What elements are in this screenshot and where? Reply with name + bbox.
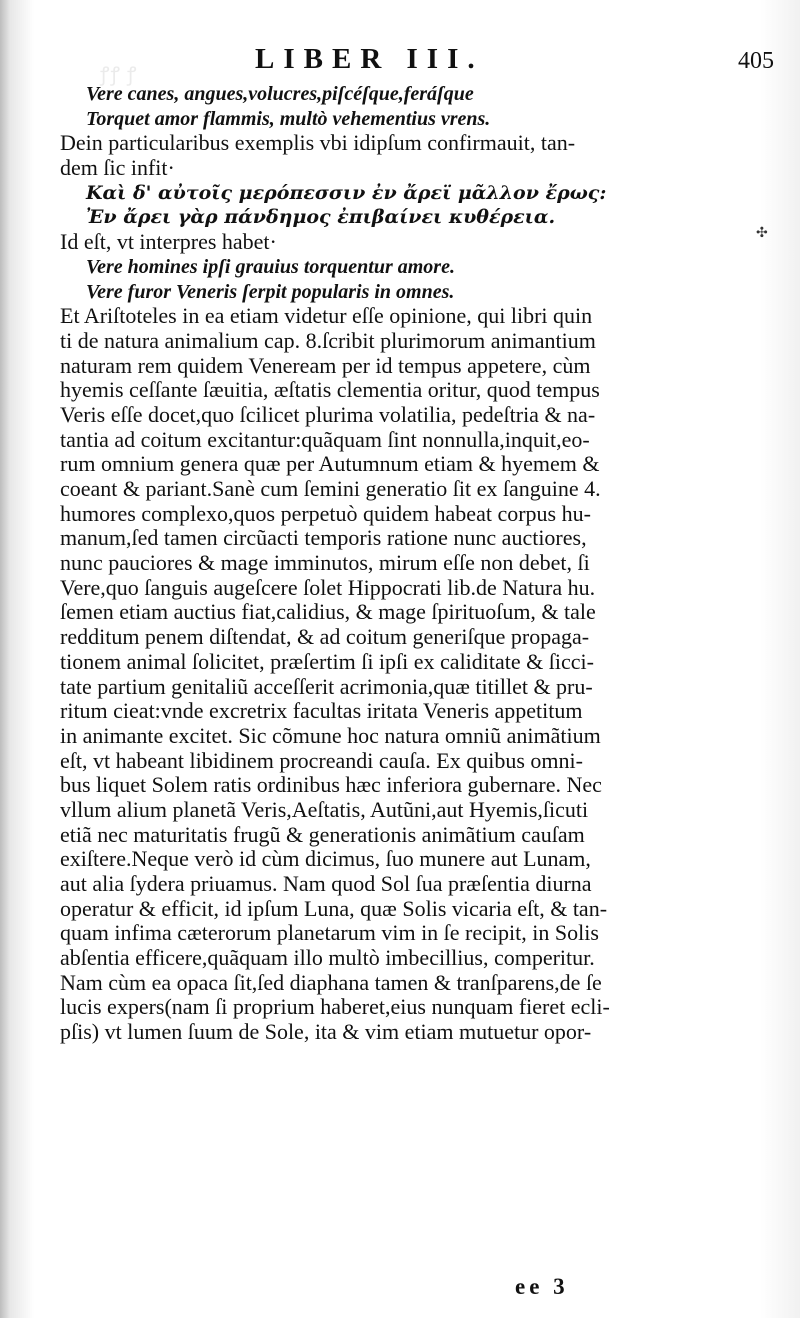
text-line: manum,ſed tamen circũacti temporis ratione nunc auctiores, — [60, 526, 587, 551]
text-line: exiſtere.Neque verò id cùm dicimus, ſuo munere aut Lunam, — [60, 847, 591, 872]
text-line: bus liquet Solem ratis ordinibus hæc inferiora gubernare. Nec — [60, 773, 602, 798]
text-line: aut alia ſydera priuamus. Nam quod Sol ſua præſentia diurna — [60, 872, 592, 896]
text-line: redditum penem diſtendat, & ad coitum generiſque propaga- — [60, 625, 590, 650]
greek-verse-line: Καὶ δ' αὐτοῖς μερόπεσσιν ἐν ἄρεϊ μᾶλλον ἔρως: — [86, 181, 607, 204]
text-line: tantia ad coitum excitantur:quãquam ſint nonnulla,inquit,eo- — [60, 427, 590, 452]
text-line: vllum alium planetã Veris,Aeſtatis, Autũni,aut Hyemis,ſicuti — [60, 797, 589, 822]
text-line: Nam cùm ea opaca ſit,ſed diaphana tamen & tranſparens,de ſe — [60, 970, 602, 995]
text-line: Veris eſſe docet,quo ſcilicet plurima volatilia, pedeſtria & na- — [60, 402, 596, 427]
text-line: Vere,quo ſanguis augeſcere ſolet Hippocrati lib.de Natura hu. — [60, 575, 596, 600]
text-line: etiã nec maturitatis frugũ & generationis animãtium cauſam — [60, 822, 585, 847]
verse-line: Vere furor Veneris ſerpit popularis in omnes. — [86, 280, 455, 303]
verse-line: Vere homines ipſi grauius torquentur amore. — [86, 255, 455, 278]
text-line: dem ſic infit· — [60, 156, 175, 181]
text-line: operatur & efficit, id ipſum Luna, quæ Solis vicaria eſt, & tan- — [60, 896, 608, 921]
text-line: lucis expers(nam ſi proprium haberet,eius nunquam fieret ecli- — [60, 995, 610, 1020]
text-line: in animante excitet. Sic cõmune hoc natura omniũ animãtium — [60, 723, 601, 748]
text-line: Et Ariſtoteles in ea etiam videtur eſſe opinione, qui libri quin — [60, 304, 593, 329]
text-line: rum omnium genera quæ per Autumnum etiam & hyemem & — [60, 452, 600, 477]
text-line: ti de natura animalium cap. 8.ſcribit plurimorum animantium — [60, 328, 596, 353]
text-line: quam infima cæterorum planetarum vim in ſe recipit, in Solis — [60, 921, 599, 946]
page-footer — [0, 1268, 800, 1308]
text-line: ritum cieat:vnde excretrix facultas iritata Veneris appetitum — [60, 699, 583, 724]
text-line: hyemis ceſſante ſæuitia, æſtatis clementia oritur, quod tempus — [60, 378, 600, 403]
text-line: Id eſt, vt interpres habet· — [60, 230, 277, 255]
text-line: pſis) vt lumen ſuum de Sole, ita & vim etiam mutuetur opor- — [60, 1020, 592, 1045]
page-header — [0, 40, 800, 82]
margin-mark-icon: ✣ — [756, 226, 768, 241]
running-head: LIBER III. — [255, 43, 484, 75]
text-line: eſt, vt habeant libidinem procreandi cauſa. Ex quibus omni- — [60, 748, 583, 773]
text-line: ſemen etiam auctius fiat,calidius, & mage ſpirituoſum, & tale — [60, 600, 596, 625]
body-text — [60, 82, 770, 1268]
verse-line: Torquet amor flammis, multò vehementius vrens. — [86, 107, 491, 130]
page-number: 405 — [738, 48, 774, 74]
text-line: humores complexo,quos perpetuò quidem habeat corpus hu- — [60, 501, 591, 526]
signature-mark: ee 3 — [515, 1274, 569, 1299]
text-line: abſentia efficere,quãquam illo multò imbecillius, comperitur. — [60, 946, 595, 971]
verse-line: Vere canes, angues,volucres,piſcéſque,feráſque — [86, 83, 474, 105]
bleed-through-text: ꝭꝭ ꝭ — [100, 64, 138, 86]
text-line: nunc pauciores & mage imminutos, mirum eſſe non debet, ſi — [60, 551, 590, 576]
text-line: naturam rem quidem Veneream per id tempus appetere, cùm — [60, 353, 591, 378]
greek-verse-line: Ἐν ἄρει γὰρ πάνδημος ἐπιβαίνει κυθέρεια. — [86, 206, 556, 229]
text-line: Dein particularibus exemplis vbi idipſum confirmauit, tan- — [60, 131, 576, 156]
text-line: coeant & pariant.Sanè cum ſemini generatio ſit ex ſanguine 4. — [60, 477, 601, 501]
text-line: tate partium genitaliũ acceſſerit acrimonia,quæ titillet & pru- — [60, 674, 593, 699]
text-line: tionem animal ſolicitet, præſertim ſi ipſi ex caliditate & ſicci- — [60, 649, 594, 674]
